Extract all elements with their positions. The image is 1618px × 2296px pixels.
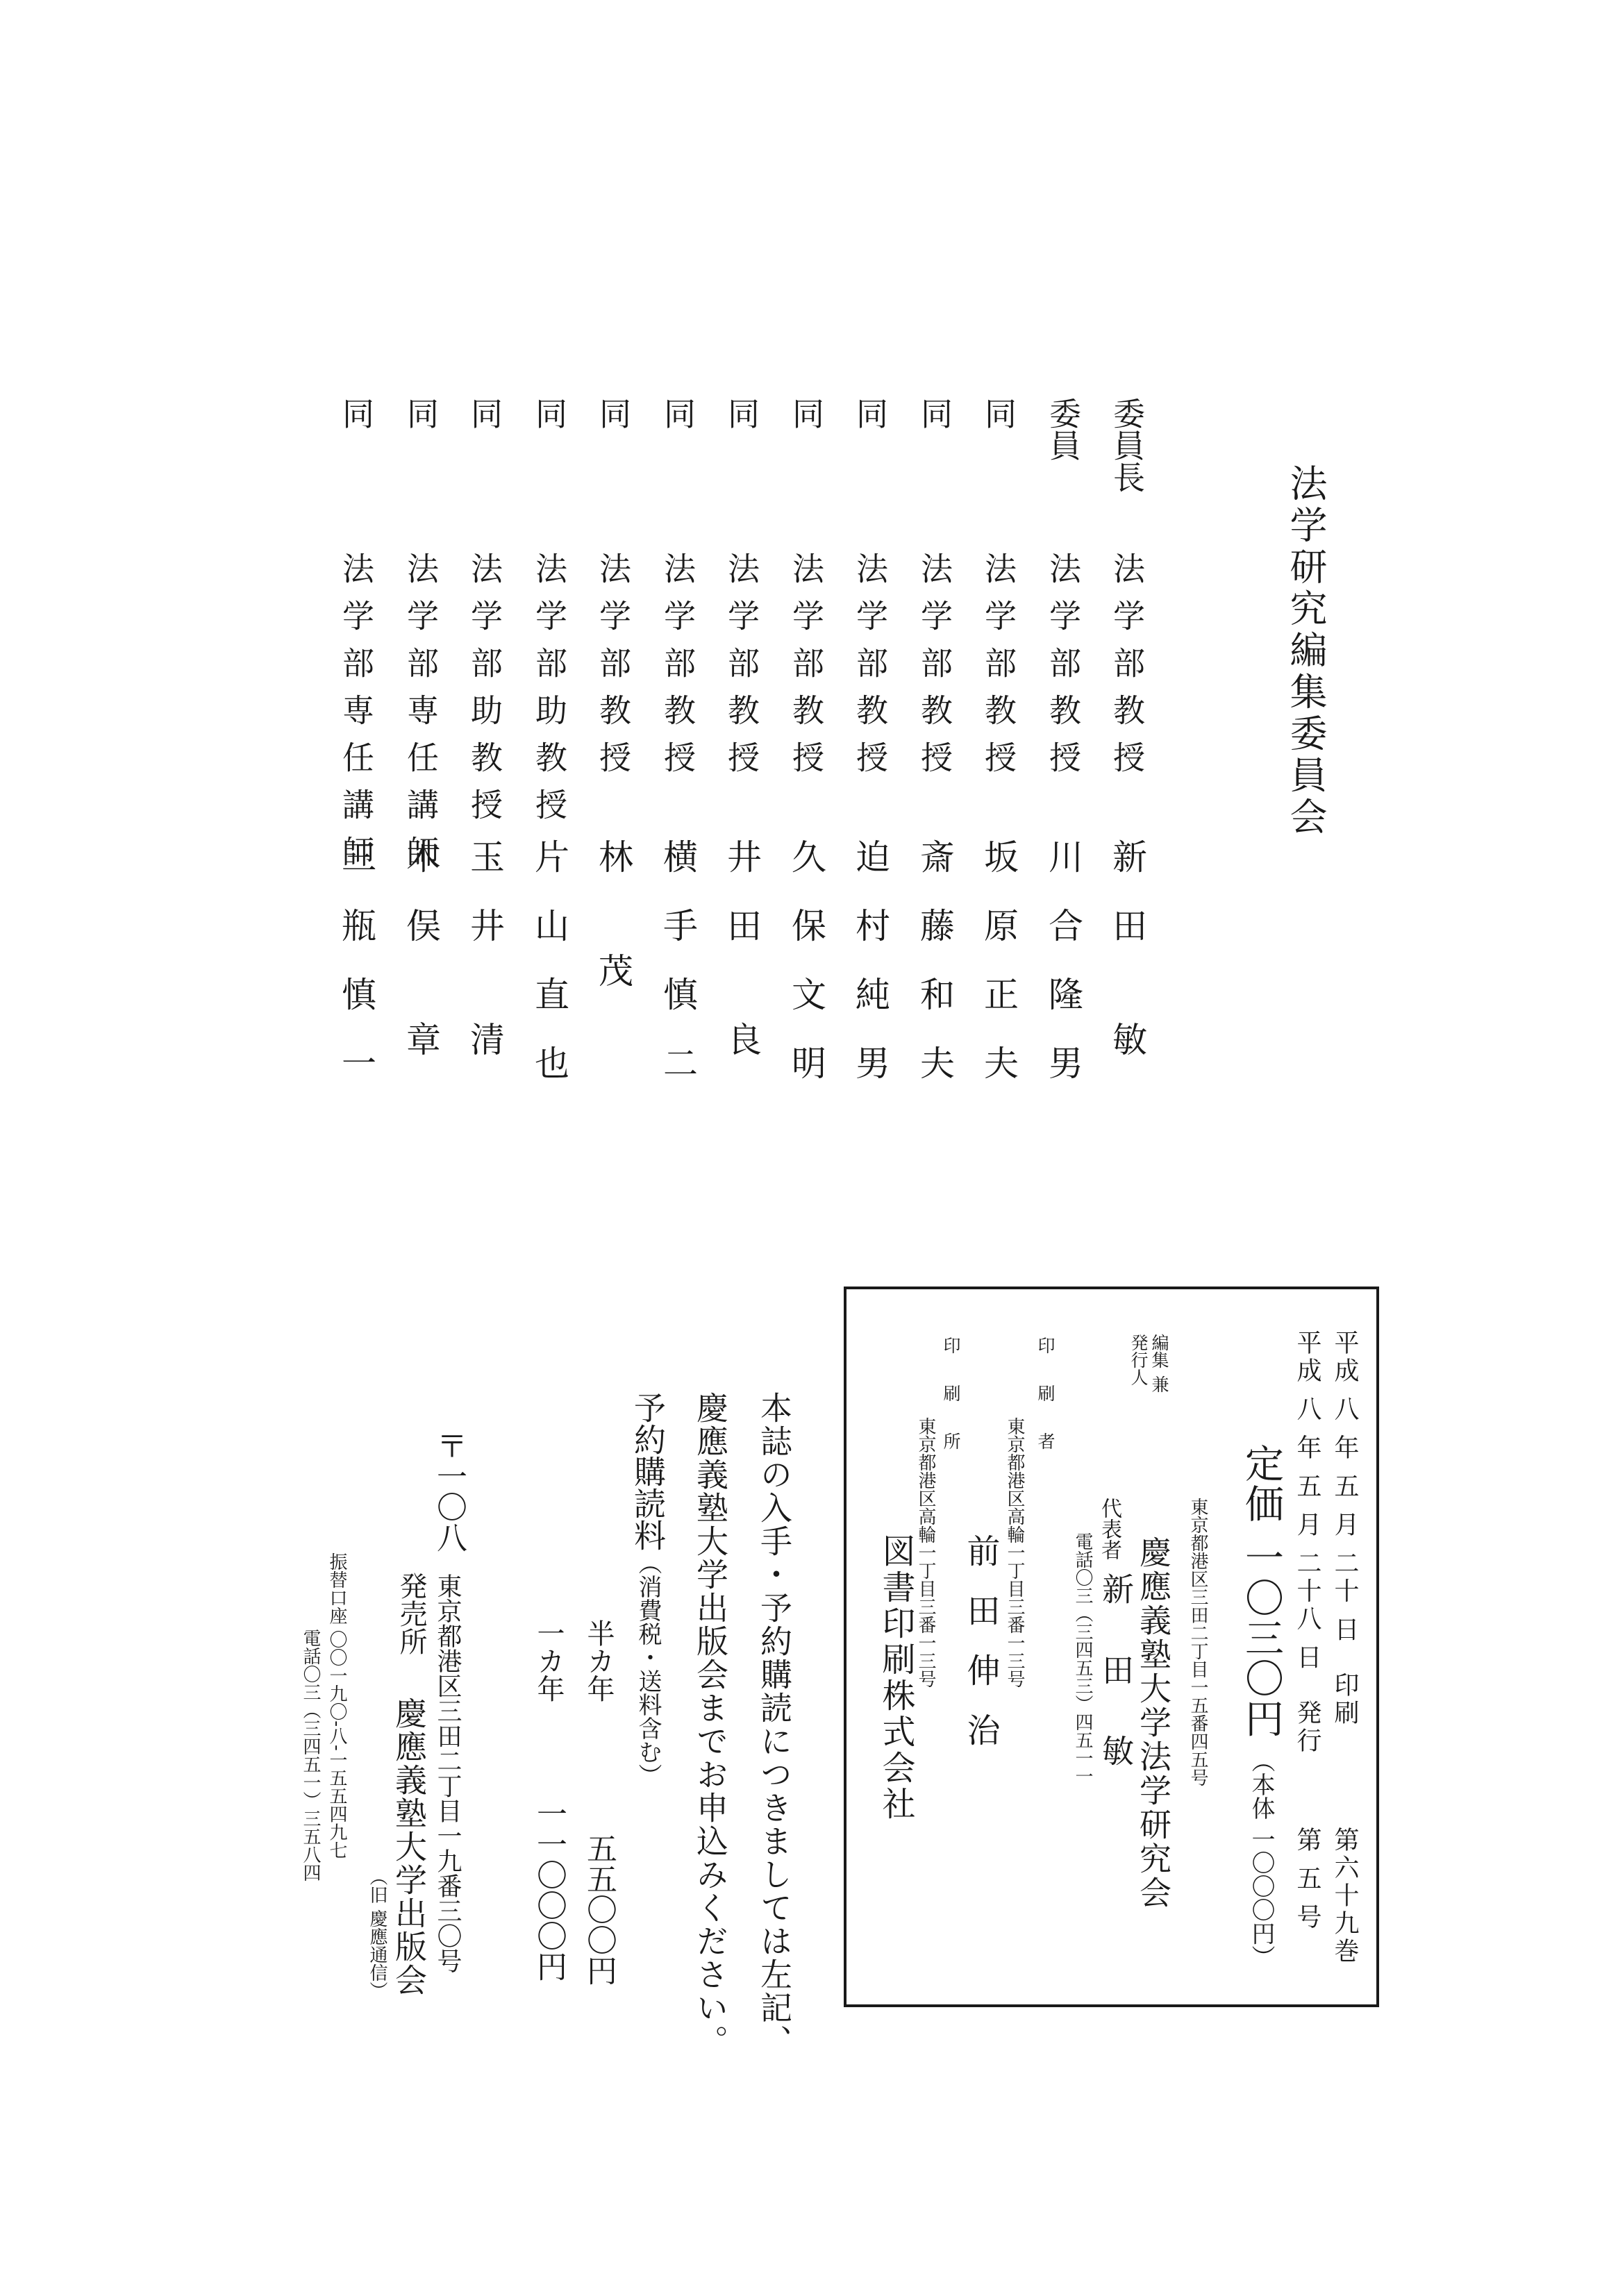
member-role: 同 xyxy=(851,397,889,429)
colophon-box xyxy=(844,1287,1379,2007)
notice-line-1: 本誌の入手・予約購読につきましては左記、 xyxy=(756,1391,793,2058)
member-role: 同 xyxy=(659,397,697,429)
member-role: 同 xyxy=(466,397,503,429)
member-title: 法学部専任講師 xyxy=(337,552,375,882)
editor-label-1: 編集 xyxy=(1149,1334,1169,1368)
printer-address: 東京都港区高輪一丁目三番一三号 xyxy=(1004,1417,1025,1688)
member-title: 法学部助教授 xyxy=(531,552,568,835)
member-name: 林 茂 xyxy=(593,839,633,1021)
member-name: 川合隆男 xyxy=(1043,839,1083,1114)
member-role: 同 xyxy=(402,397,440,429)
member-role: 委員 xyxy=(1044,397,1082,461)
editor-address: 東京都港区三田二丁目一五番四五号 xyxy=(1187,1498,1208,1786)
print-date: 平成 八 年 五 月 二十 日 印刷 xyxy=(1331,1330,1359,1727)
member-name: 新田 敏 xyxy=(1107,839,1147,1090)
member-title: 法学部教授 xyxy=(1044,552,1082,788)
member-title: 法学部専任講師 xyxy=(402,552,440,882)
member-role: 同 xyxy=(980,397,1017,429)
editor-organization: 慶應義塾大学法学研究会 xyxy=(1135,1536,1172,1910)
volume-number: 第六十九巻 xyxy=(1331,1827,1359,1966)
member-title: 法学部教授 xyxy=(659,552,697,788)
member-role: 同 xyxy=(531,397,568,429)
member-name: 斎藤和夫 xyxy=(915,839,955,1114)
subscription-heading-block xyxy=(629,1391,667,1787)
member-role: 委員長 xyxy=(1108,397,1146,493)
member-title: 法学部教授 xyxy=(916,552,953,788)
representative-label: 代表者 xyxy=(1097,1498,1121,1560)
member-name: 坂原正夫 xyxy=(978,839,1019,1114)
member-title: 法学部教授 xyxy=(787,552,825,788)
half-year-label: 半カ年 xyxy=(583,1619,615,1702)
distributor-account: 振替口座 〇〇一九〇‐八‐一五五四九七 xyxy=(326,1552,347,1859)
printer-label: 印刷者 xyxy=(1035,1336,1056,1480)
price: 定価 一〇三〇円 xyxy=(1239,1443,1284,1739)
member-role: 同 xyxy=(787,397,825,429)
member-name: 玉井 清 xyxy=(465,839,505,1090)
editor-label-2: 兼 xyxy=(1149,1375,1169,1393)
year-price: 一一〇〇〇円 xyxy=(531,1798,567,1981)
member-title: 法学部助教授 xyxy=(466,552,503,835)
distributor-phone: 電話〇三（三四五一）三五八四 xyxy=(300,1629,321,1882)
member-role: 同 xyxy=(594,397,632,429)
member-title: 法学部教授 xyxy=(594,552,632,788)
member-role: 同 xyxy=(337,397,375,429)
price-block xyxy=(1239,1443,1284,1969)
distributor-label: 発売所 xyxy=(395,1572,427,1655)
subscription-heading: 予約購読料 xyxy=(629,1391,667,1551)
distributor-name: 慶應義塾大学出版会 xyxy=(390,1697,428,1997)
year-label: 一カ年 xyxy=(533,1619,565,1702)
member-title: 法学部教授 xyxy=(1108,552,1146,788)
member-role: 同 xyxy=(916,397,953,429)
postal-code: 〒一〇八 xyxy=(431,1430,467,1552)
member-name: 三瓶慎一 xyxy=(336,839,376,1114)
member-name: 井田 良 xyxy=(722,839,762,1090)
half-year-price: 五五〇〇円 xyxy=(581,1833,617,1986)
member-name: 迫村純男 xyxy=(850,839,890,1114)
representative-name: 新 田 敏 xyxy=(1097,1573,1135,1786)
member-role: 同 xyxy=(723,397,760,429)
distributor-former: （旧 慶應通信） xyxy=(367,1868,387,2000)
member-name: 片山直也 xyxy=(529,839,569,1114)
editor-phone: 電話〇三（三四五三）四五一一 xyxy=(1072,1532,1093,1785)
distributor-address: 東京都港区三田二丁目一九番三〇号 xyxy=(433,1573,462,1973)
member-name: 横手慎二 xyxy=(658,839,698,1114)
member-name: 木俣 章 xyxy=(401,839,441,1090)
committee-title: 法学研究編集委員会 xyxy=(1284,464,1328,839)
member-title: 法学部教授 xyxy=(980,552,1017,788)
member-title: 法学部教授 xyxy=(851,552,889,788)
print-office-address: 東京都港区高輪一丁目三番一三号 xyxy=(915,1417,936,1688)
member-name: 久保文明 xyxy=(786,839,826,1114)
issue-number: 第 五 号 xyxy=(1293,1827,1321,1932)
notice-line-2: 慶應義塾大学出版会までお申込みください。 xyxy=(692,1391,729,2058)
print-office-label: 印刷所 xyxy=(941,1336,961,1480)
issue-date: 平成 八 年 五 月 二十八 日 発行 xyxy=(1293,1330,1321,1755)
printer-name: 前田伸治 xyxy=(961,1534,1000,1773)
print-office-name: 図書印刷株式会社 xyxy=(876,1534,915,1822)
editor-label-3: 発行人 xyxy=(1128,1334,1149,1386)
price-note: （本体 一〇〇〇円） xyxy=(1247,1748,1275,1969)
member-title: 法学部教授 xyxy=(723,552,760,788)
subscription-note: （消費税・送料含む） xyxy=(634,1551,662,1787)
